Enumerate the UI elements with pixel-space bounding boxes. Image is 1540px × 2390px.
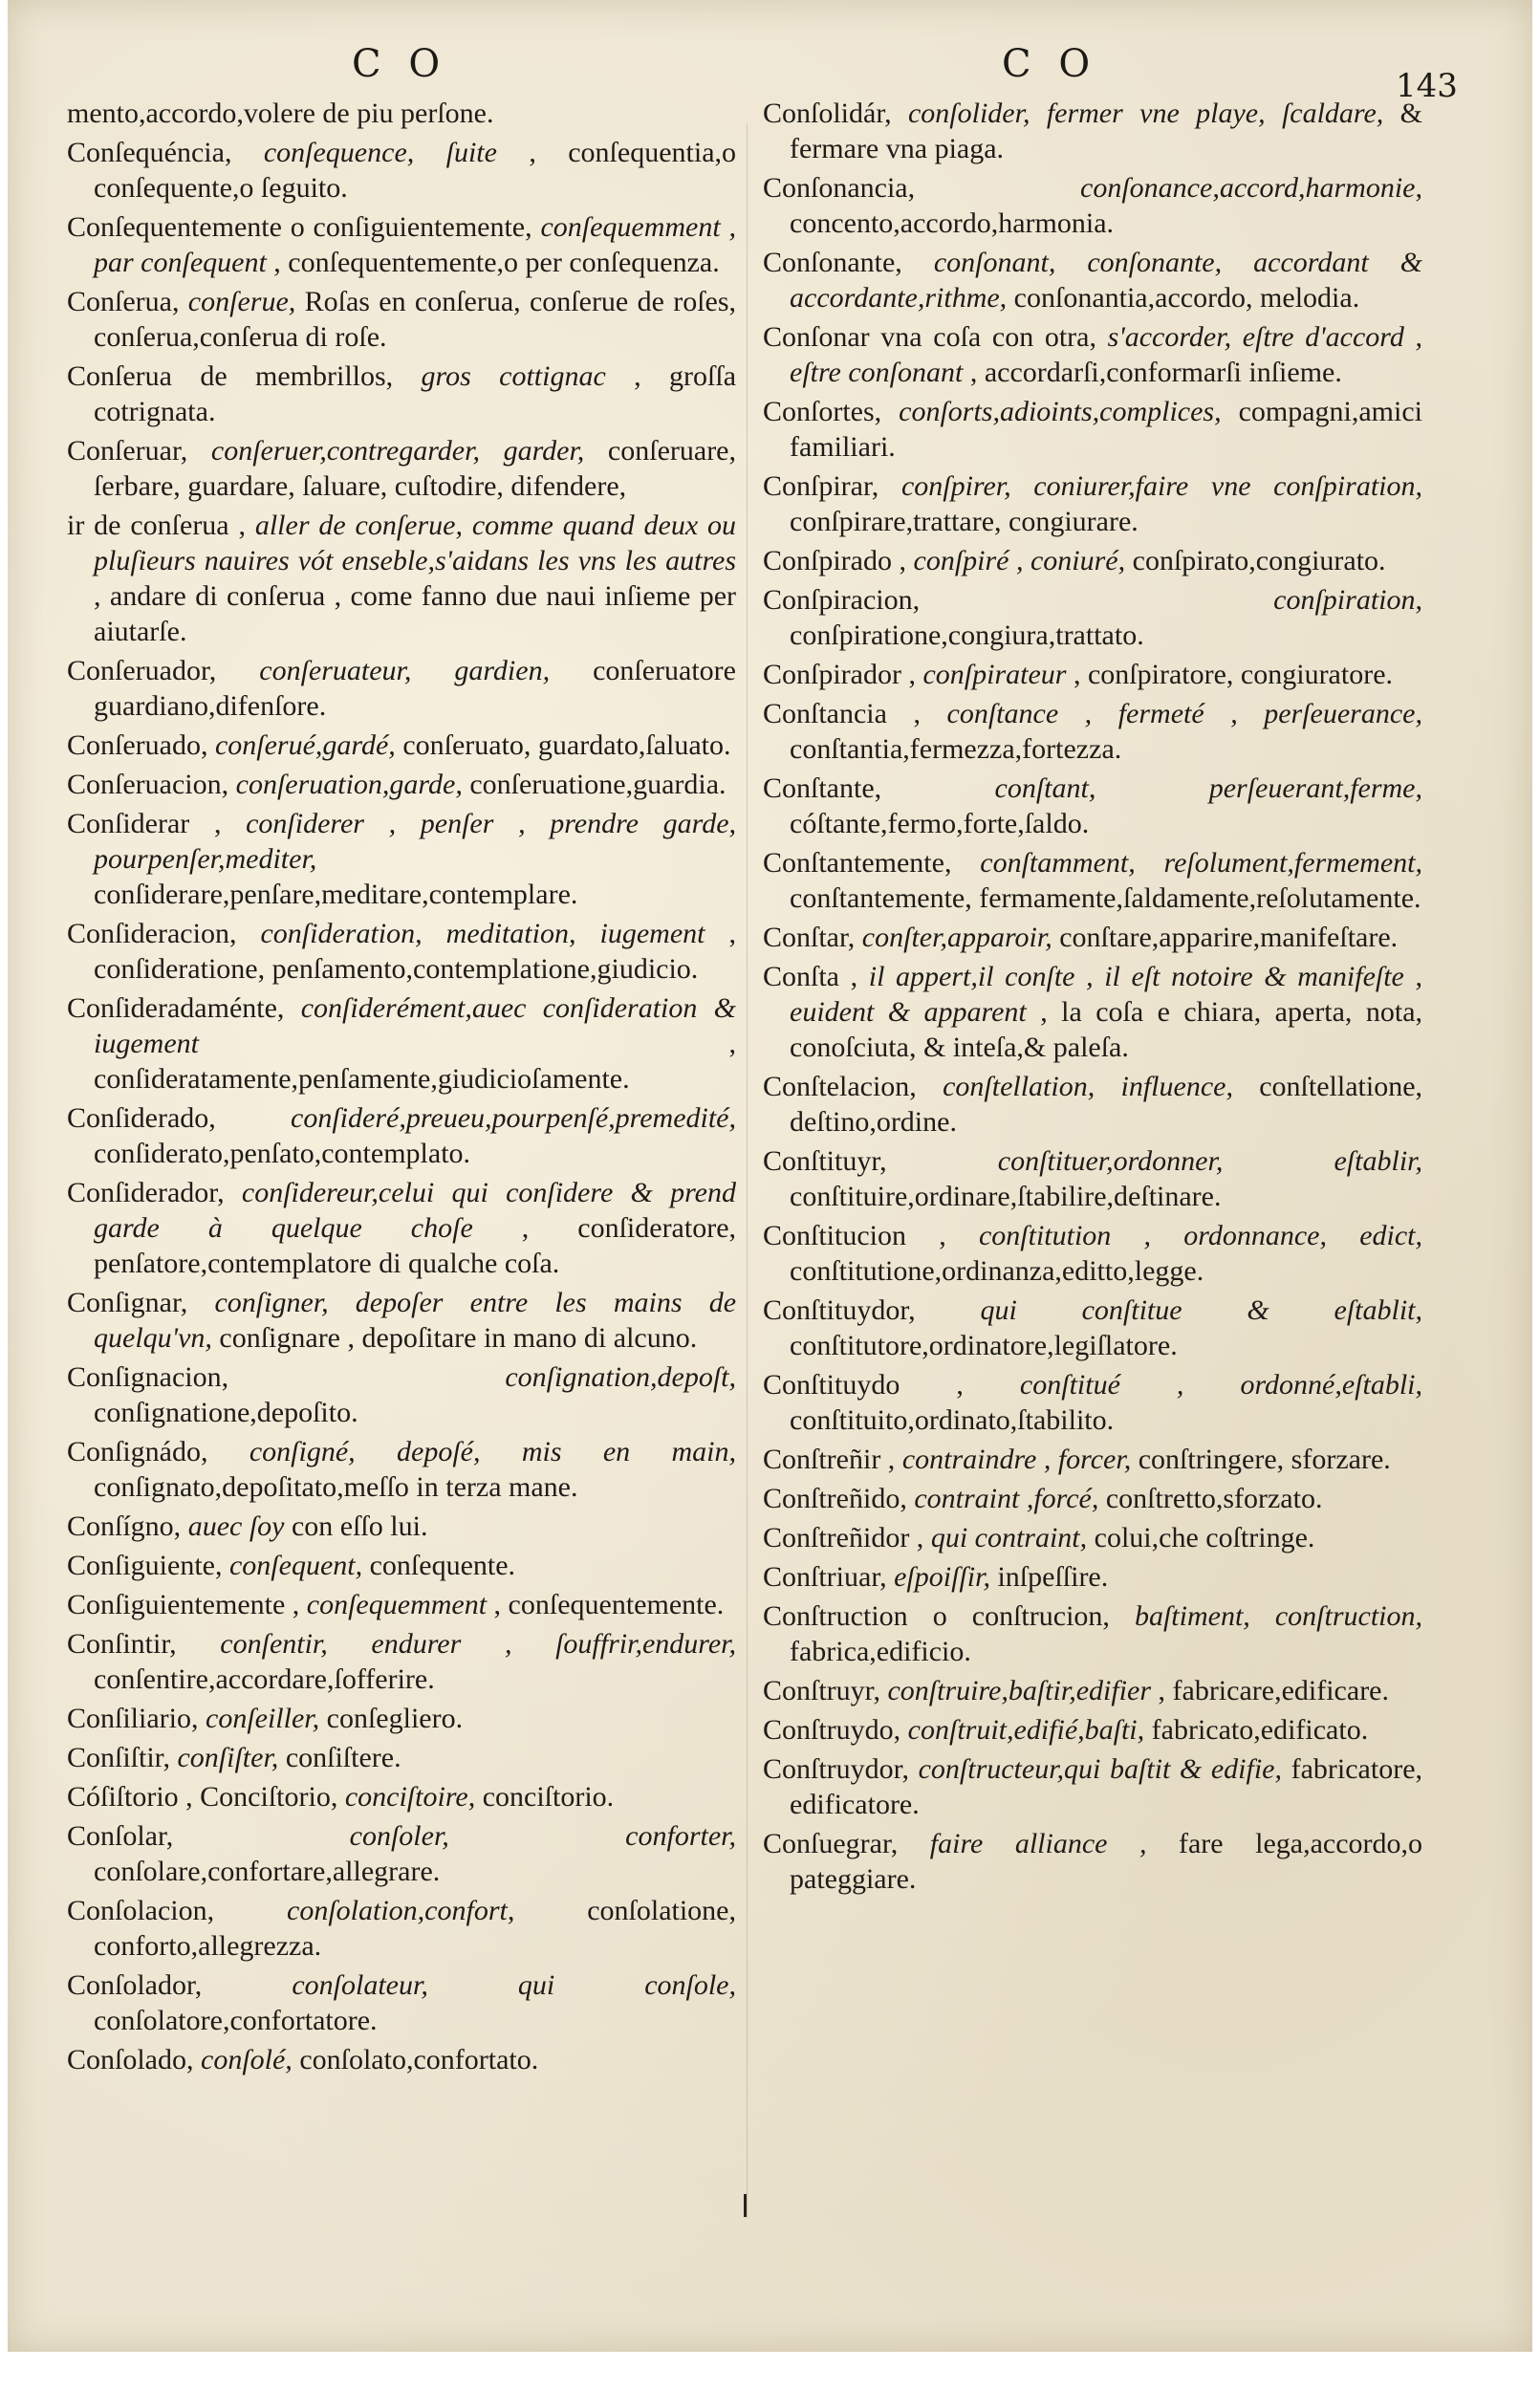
dictionary-entry: [67, 433, 736, 504]
french-gloss: eſpoiſſir,: [894, 1561, 990, 1593]
italian-gloss: , conſideratore, penſatore,contemplatore di qualche coſa.: [94, 1212, 737, 1279]
italian-gloss: conſtantia,fermezza,fortezza.: [790, 733, 1122, 765]
french-gloss: conſequence, ſuite: [263, 137, 497, 168]
dictionary-entry: [67, 1548, 736, 1583]
italian-gloss: mento,accordo,volere de piu perſone.: [67, 98, 494, 129]
spanish-headword: Conſerua,: [67, 286, 180, 317]
french-gloss: conſtructeur,qui baſtit & edifie,: [918, 1753, 1282, 1785]
dictionary-entry: [67, 1818, 736, 1889]
italian-gloss: inſpeſſire.: [997, 1561, 1109, 1593]
french-gloss: conſideration, meditation, iugement: [260, 918, 705, 949]
dictionary-entry: [67, 806, 736, 912]
dictionary-entry: [763, 319, 1422, 390]
spanish-headword: Conſolar,: [67, 1820, 174, 1852]
italian-gloss: conſpiratione,congiura,trattato.: [790, 619, 1144, 651]
dictionary-entry: [67, 508, 736, 649]
italian-gloss: , groſſa cotrignata.: [94, 360, 737, 427]
spanish-headword: Conſignar,: [67, 1287, 188, 1318]
french-gloss: conſiderer , penſer , prendre garde, pourpenſer,mediter,: [94, 808, 737, 875]
italian-gloss: conſpirato,congiurato.: [1132, 545, 1386, 576]
spanish-headword: Conſtar,: [763, 922, 856, 953]
french-gloss: conſpirateur: [922, 659, 1067, 690]
dictionary-entry: [763, 1826, 1422, 1897]
spanish-headword: Conſolacion,: [67, 1895, 215, 1926]
spanish-headword: Conſignádo,: [67, 1436, 208, 1467]
dictionary-entry: [763, 657, 1422, 692]
dictionary-entry: [67, 1100, 736, 1171]
spanish-headword: Conſtituydor,: [763, 1294, 916, 1326]
dictionary-entry: [763, 959, 1422, 1065]
french-gloss: baſtiment, conſtruction,: [1134, 1600, 1422, 1632]
italian-gloss: Roſas en conſerua, conſerue de roſes, conſerua,conſerua di roſe.: [94, 286, 737, 353]
dictionary-entry: [67, 1893, 736, 1964]
dictionary-entry: [763, 96, 1422, 166]
dictionary-entry: [763, 1751, 1422, 1822]
spanish-headword: Conſpirado ,: [763, 545, 906, 576]
dictionary-entry: [67, 2042, 736, 2077]
italian-gloss: conſtellatione, deſtino,ordine.: [790, 1071, 1423, 1138]
dictionary-entry: [67, 209, 736, 280]
italian-gloss: conſignato,depoſitato,meſſo in terza mane.: [94, 1471, 578, 1503]
dictionary-entry: [763, 845, 1422, 916]
dictionary-entry: [67, 1359, 736, 1430]
italian-gloss: colui,che coſtringe.: [1094, 1522, 1315, 1554]
dictionary-entry: [763, 1069, 1422, 1140]
italian-gloss: , conſideratamente,penſamente,giudicioſamente.: [94, 1028, 736, 1095]
french-gloss: il appert,il conſte , il eſt notoire & manifeſte , euident & apparent: [790, 961, 1423, 1028]
french-gloss: conſpiré , coniuré,: [913, 545, 1126, 576]
dictionary-entry: [763, 1673, 1422, 1708]
french-gloss: conſigné, depoſé, mis en main,: [249, 1436, 737, 1467]
french-gloss: conſonance,accord,harmonie,: [1080, 172, 1422, 204]
italian-gloss: conſtituire,ordinare,ſtabilire,deſtinare.: [790, 1181, 1222, 1212]
french-gloss: conſtruit,edifié,baſti,: [907, 1714, 1145, 1746]
spanish-headword: Conſiliario,: [67, 1703, 199, 1734]
spanish-headword: Conſonar vna coſa con otra,: [763, 321, 1096, 353]
italian-gloss: conſeruatore guardiano,difenſore.: [94, 655, 736, 722]
dictionary-entry: [67, 1967, 736, 2038]
spanish-headword: Conſtreñidor ,: [763, 1522, 924, 1554]
spanish-headword: Conſpirar,: [763, 470, 879, 502]
french-gloss: conſentir, endurer , ſouffrir,endurer,: [220, 1628, 737, 1660]
french-gloss: conſequemment: [306, 1589, 488, 1620]
dictionary-entry: [763, 245, 1422, 315]
dictionary-entry: [67, 653, 736, 724]
french-gloss: qui conſtitue & eſtablit,: [980, 1294, 1422, 1326]
spanish-headword: Conſuegrar,: [763, 1828, 899, 1859]
spanish-headword: Conſpiracion,: [763, 584, 921, 616]
italian-gloss: , conſpiratore, congiuratore.: [1073, 659, 1394, 690]
dictionary-entry: [67, 96, 736, 131]
spanish-headword: Conſtancia ,: [763, 698, 921, 729]
italian-gloss: conſtantemente, fermamente,ſaldamente,reſolutamente.: [790, 882, 1421, 914]
dictionary-entry: [67, 1434, 736, 1505]
french-gloss: conſerue,: [187, 286, 296, 317]
spanish-headword: Conſtante,: [763, 772, 882, 804]
spanish-headword: Conſpirador ,: [763, 659, 916, 690]
spanish-headword: Conſtruydor,: [763, 1753, 909, 1785]
italian-gloss: fabricatore, edificatore.: [790, 1753, 1423, 1820]
page-number: 143: [1396, 67, 1458, 105]
spanish-headword: Conſiguientemente ,: [67, 1589, 300, 1620]
running-header-right: C O: [1002, 42, 1098, 86]
spanish-headword: Conſtruyr,: [763, 1675, 880, 1706]
right-column: [763, 96, 1422, 1901]
french-gloss: conſtellation, influence,: [943, 1071, 1233, 1102]
spanish-headword: Conſta ,: [763, 961, 858, 992]
dictionary-entry: [67, 767, 736, 802]
spanish-headword: Conſtantemente,: [763, 847, 952, 879]
italian-gloss: , conſequentia,o conſequente,o ſeguito.: [94, 137, 737, 204]
dictionary-entry: [763, 468, 1422, 539]
dictionary-entry: [67, 1509, 736, 1544]
spanish-headword: Conſonancia,: [763, 172, 916, 204]
french-gloss: conciſtoire,: [344, 1781, 476, 1813]
french-gloss: conſigner, depoſer entre les mains de quelqu'vn,: [94, 1287, 737, 1354]
spanish-headword: Conſequéncia,: [67, 137, 232, 168]
french-gloss: conſidereur,celui qui conſidere & prend garde à quelque choſe: [94, 1177, 737, 1244]
italian-gloss: , conſequentemente.: [493, 1589, 725, 1620]
italian-gloss: compagni,amici familiari.: [790, 396, 1422, 463]
spanish-headword: Conſeruador,: [67, 655, 217, 686]
french-gloss: conſeruateur, gardien,: [259, 655, 551, 686]
italian-gloss: conſonantia,accordo, melodia.: [1013, 282, 1360, 314]
french-gloss: gros cottignac: [421, 360, 606, 392]
spanish-headword: Conſonante,: [763, 247, 902, 278]
spanish-headword: Conſeruar,: [67, 435, 188, 467]
dictionary-entry: [67, 728, 736, 763]
french-gloss: conſeiller,: [206, 1703, 320, 1734]
french-gloss: conſtant, perſeuerant,ferme,: [994, 772, 1422, 804]
french-gloss: faire alliance ,: [929, 1828, 1147, 1859]
italian-gloss: fabricato,edificato.: [1151, 1714, 1369, 1746]
spanish-headword: Conſtitucion ,: [763, 1220, 946, 1251]
french-gloss: conſolation,confort,: [287, 1895, 515, 1926]
french-gloss: conſtitué , ordonné,eſtabli,: [1019, 1369, 1422, 1401]
dictionary-entry: [763, 920, 1422, 955]
french-gloss: conſtituer,ordonner, eſtablir,: [997, 1145, 1422, 1177]
dictionary-entry: [67, 1175, 736, 1281]
dictionary-entry: [67, 1779, 736, 1814]
italian-gloss: conſolare,confortare,allegrare.: [94, 1856, 441, 1887]
italian-gloss: conſtitutore,ordinatore,legiſlatore.: [790, 1330, 1178, 1361]
spanish-headword: Cóſiſtorio , Conciſtorio,: [67, 1781, 338, 1813]
dictionary-entry: [67, 1740, 736, 1775]
spanish-headword: Conſolado,: [67, 2044, 194, 2075]
french-gloss: auec ſoy: [187, 1510, 285, 1542]
spanish-headword: Conſintir,: [67, 1628, 177, 1660]
french-gloss: conſolateur, qui conſole,: [292, 1969, 737, 2001]
french-gloss: conſtamment, reſolument,fermement,: [980, 847, 1422, 879]
french-gloss: conſolider, fermer vne playe, ſcaldare,: [907, 98, 1384, 129]
spanish-headword: Conſiderador,: [67, 1177, 225, 1208]
dictionary-entry: [67, 990, 736, 1097]
dictionary-entry: [763, 771, 1422, 841]
spanish-headword: Conſiderar ,: [67, 808, 222, 839]
french-gloss: conſeruer,contregarder, garder,: [210, 435, 585, 467]
french-gloss: conſtance , fermeté , perſeuerance,: [946, 698, 1422, 729]
italian-gloss: conſeruatione,guardia.: [469, 769, 727, 800]
french-gloss: conſolé,: [201, 2044, 293, 2075]
dictionary-entry: [763, 543, 1422, 578]
dictionary-entry: [763, 1481, 1422, 1516]
dictionary-entry: [763, 582, 1422, 653]
italian-gloss: conſignare , depoſitare in mano di alcuno.: [219, 1322, 698, 1354]
spanish-headword: Conſtriuar,: [763, 1561, 887, 1593]
italian-gloss: conſegliero.: [326, 1703, 464, 1734]
dictionary-entry: [763, 1598, 1422, 1669]
italian-gloss: conſentire,accordare,ſofferire.: [94, 1663, 435, 1695]
dictionary-entry: [763, 1367, 1422, 1438]
french-gloss: conſpiration,: [1273, 584, 1422, 616]
french-gloss: conſorts,adioints,complices,: [899, 396, 1222, 427]
italian-gloss: conſequente.: [369, 1550, 516, 1581]
french-gloss: conſerué,gardé,: [214, 729, 396, 761]
french-gloss: conſequemment , par conſequent: [94, 211, 737, 278]
spanish-headword: Conſtituydo ,: [763, 1369, 964, 1401]
italian-gloss: concento,accordo,harmonia.: [790, 207, 1115, 239]
spanish-headword: Conſideradaménte,: [67, 992, 285, 1024]
dictionary-entry: [763, 696, 1422, 767]
italian-gloss: conſiderare,penſare,meditare,contemplare.: [94, 879, 578, 910]
french-gloss: conſpirer, coniurer,faire vne conſpiration,: [900, 470, 1422, 502]
spanish-headword: Conſerua de membrillos,: [67, 360, 394, 392]
spanish-headword: Conſtruydo,: [763, 1714, 901, 1746]
italian-gloss: conſtitutione,ordinanza,editto,legge.: [790, 1255, 1204, 1287]
italian-gloss: , la coſa e chiara, aperta, nota, conoſciuta, & inteſa,& paleſa.: [790, 996, 1423, 1063]
spanish-headword: Conſolador,: [67, 1969, 203, 2001]
french-gloss: conſignation,depoſt,: [505, 1361, 736, 1393]
spanish-headword: Conſiſtir,: [67, 1742, 170, 1773]
italian-gloss: conciſtorio.: [482, 1781, 615, 1813]
spanish-headword: Conſiderado,: [67, 1102, 216, 1134]
french-gloss: conſiſter,: [177, 1742, 279, 1773]
left-column: [67, 96, 736, 2081]
italian-gloss: conſiſtere.: [285, 1742, 401, 1773]
gutter-mark: [744, 2194, 747, 2217]
french-gloss: conſonant, conſonante, accordant & accordante,rithme,: [790, 247, 1422, 314]
italian-gloss: conſtare,apparire,manifeſtare.: [1059, 922, 1399, 953]
spanish-headword: Conſtruction o conſtrucion,: [763, 1600, 1110, 1632]
dictionary-entry: [67, 1701, 736, 1736]
spanish-headword: Conſtituyr,: [763, 1145, 887, 1177]
dictionary-entry: [67, 284, 736, 355]
spanish-headword: Conſolidár,: [763, 98, 892, 129]
dictionary-entry: [67, 1587, 736, 1622]
italian-gloss: , andare di conſerua , come fanno due naui inſieme per aiutarſe.: [94, 580, 736, 647]
spanish-headword: Conſeruado,: [67, 729, 208, 761]
italian-gloss: fare lega,accordo,o pateggiare.: [790, 1828, 1423, 1895]
italian-gloss: conſolatore,confortatore.: [94, 2005, 378, 2036]
french-gloss: s'accorder, eſtre d'accord , eſtre conſonant: [790, 321, 1423, 388]
spanish-headword: Conſtelacion,: [763, 1071, 917, 1102]
italian-gloss: , conſequentemente,o per conſequenza.: [273, 247, 720, 278]
book-page: [8, 0, 1532, 2352]
dictionary-entry: [763, 1712, 1422, 1748]
dictionary-entry: [763, 1442, 1422, 1477]
italian-gloss: conſolato,confortato.: [299, 2044, 539, 2075]
italian-gloss: fabrica,edificio.: [790, 1636, 971, 1667]
dictionary-entry: [763, 1143, 1422, 1214]
french-gloss: contraint ,forcé,: [914, 1483, 1099, 1514]
italian-gloss: cóſtante,fermo,forte,ſaldo.: [790, 808, 1090, 839]
dictionary-entry: [763, 394, 1422, 465]
italian-gloss: conſeruare, ſerbare, guardare, ſaluare, cuſtodire, difendere,: [94, 435, 736, 502]
italian-gloss: conſtituito,ordinato,ſtabilito.: [790, 1404, 1115, 1436]
french-gloss: conſideré,preueu,pourpenſé,premedité,: [291, 1102, 736, 1134]
italian-gloss: conſeruato, guardato,ſaluato.: [402, 729, 731, 761]
italian-gloss: & fermare vna piaga.: [790, 98, 1423, 164]
dictionary-entry: [67, 358, 736, 429]
dictionary-entry: [763, 1520, 1422, 1555]
dictionary-entry: [67, 916, 736, 987]
dictionary-entry: [67, 1285, 736, 1356]
dictionary-entry: [67, 1626, 736, 1697]
french-gloss: aller de conſerue, comme quand deux ou pluſieurs nauires vót enseble,s'aidans les vns les autres: [94, 510, 736, 576]
dictionary-entry: [763, 170, 1422, 241]
spanish-headword: ir de conſerua ,: [67, 510, 246, 541]
dictionary-entry: [763, 1293, 1422, 1363]
italian-gloss: con eſſo lui.: [291, 1510, 428, 1542]
french-gloss: conſtruire,baſtir,edifier: [887, 1675, 1152, 1706]
dictionary-entry: [763, 1218, 1422, 1289]
running-header-left: C O: [352, 42, 448, 86]
spanish-headword: Conſiguiente,: [67, 1550, 223, 1581]
italian-gloss: , fabricare,edificare.: [1158, 1675, 1389, 1706]
french-gloss: contraindre , forcer,: [901, 1444, 1132, 1475]
french-gloss: conſtitution , ordonnance, edict,: [978, 1220, 1422, 1251]
italian-gloss: conſignatione,depoſito.: [94, 1397, 358, 1428]
dictionary-entry: [763, 1559, 1422, 1595]
french-gloss: qui contraint,: [930, 1522, 1088, 1554]
spanish-headword: Conſtreñir ,: [763, 1444, 896, 1475]
spanish-headword: Conſígno,: [67, 1510, 182, 1542]
spanish-headword: Conſequentemente o conſiguientemente,: [67, 211, 532, 243]
french-gloss: conſoler, conforter,: [349, 1820, 736, 1852]
spanish-headword: Conſideracion,: [67, 918, 237, 949]
italian-gloss: conſpirare,trattare, congiurare.: [790, 506, 1139, 537]
italian-gloss: conſiderato,penſato,contemplato.: [94, 1138, 471, 1169]
spanish-headword: Conſeruacion,: [67, 769, 229, 800]
french-gloss: conſequent,: [228, 1550, 363, 1581]
spanish-headword: Conſignacion,: [67, 1361, 229, 1393]
italian-gloss: conſtretto,sforzato.: [1105, 1483, 1323, 1514]
french-gloss: conſter,apparoir,: [861, 922, 1052, 953]
italian-gloss: conſolatione, conforto,allegrezza.: [94, 1895, 736, 1962]
french-gloss: conſeruation,garde,: [235, 769, 463, 800]
column-gutter: [747, 124, 748, 2218]
french-gloss: conſiderément,auec conſideration & iugement: [94, 992, 737, 1059]
italian-gloss: , accordarſi,conformarſi inſieme.: [969, 357, 1342, 388]
spanish-headword: Conſortes,: [763, 396, 882, 427]
italian-gloss: , conſideratione, penſamento,contemplatione,giudicio.: [94, 918, 737, 985]
dictionary-entry: [67, 135, 736, 206]
spanish-headword: Conſtreñido,: [763, 1483, 907, 1514]
italian-gloss: conſtringere, sforzare.: [1138, 1444, 1391, 1475]
